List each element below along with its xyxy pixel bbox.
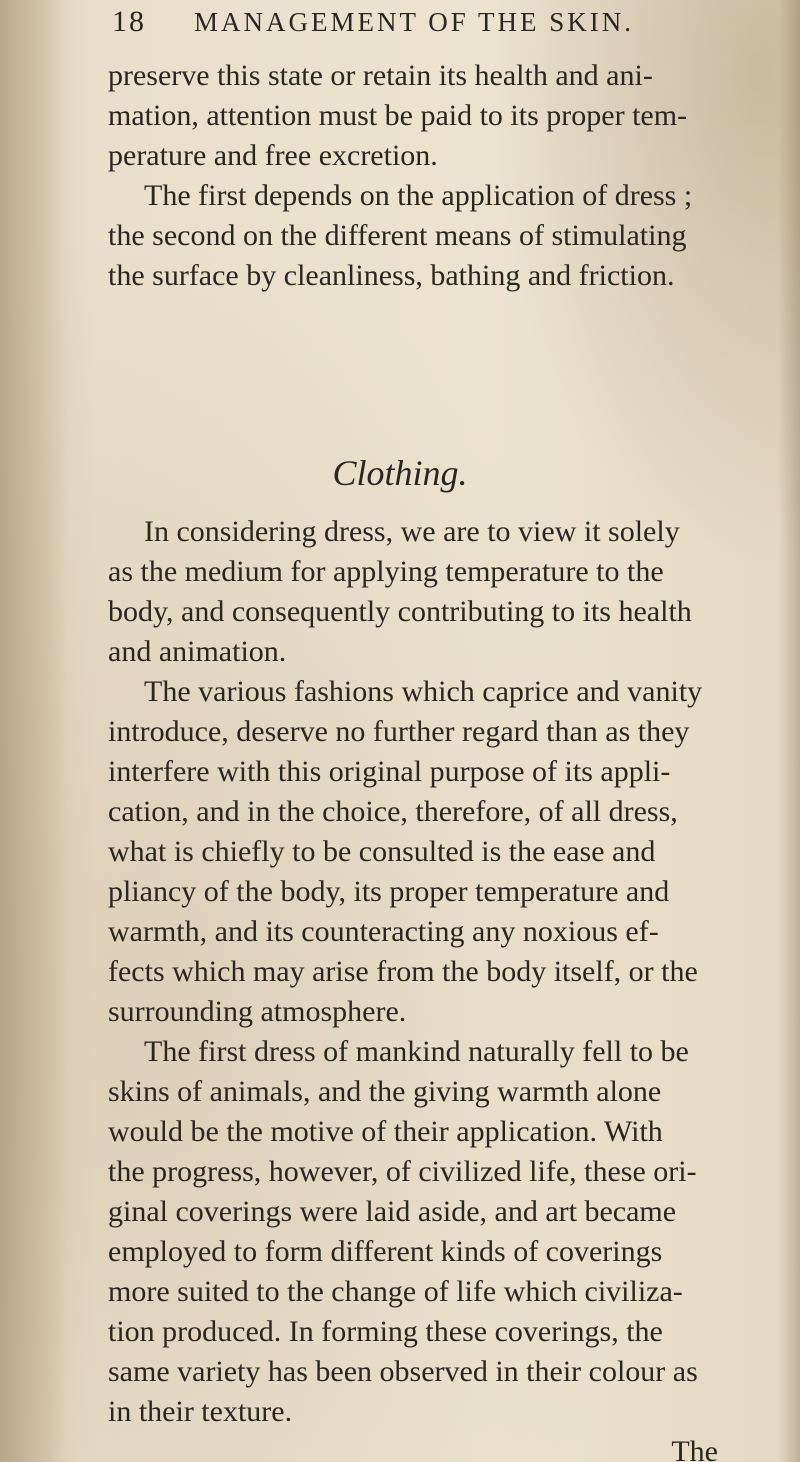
text-line: as the medium for applying temperature to the — [108, 555, 664, 588]
catchword: The — [671, 1435, 718, 1462]
text-line: fects which may arise from the body itself, or the — [108, 955, 698, 988]
text-line: In considering dress, we are to view it solely — [144, 515, 680, 548]
text-line: employed to form different kinds of coverings — [108, 1235, 663, 1268]
running-head: MANAGEMENT OF THE SKIN. — [194, 6, 635, 37]
text-line: body, and consequently contributing to its health — [108, 595, 692, 628]
text-line: preserve this state or retain its health and ani- — [108, 59, 653, 92]
text-line: same variety has been observed in their colour as — [108, 1355, 698, 1388]
paragraph-clothing — [108, 512, 768, 1462]
paragraph-skin-health — [108, 56, 768, 296]
text-line: The various fashions which caprice and vanity — [144, 675, 703, 708]
text-line: ginal coverings were laid aside, and art became — [108, 1195, 677, 1228]
text-line: and animation. — [108, 635, 287, 668]
page-gutter-shadow — [0, 0, 70, 1462]
text-line: perature and free excretion. — [108, 139, 438, 172]
text-line: The first depends on the application of dress ; — [144, 179, 693, 212]
text-line: the second on the different means of stimulating — [108, 219, 687, 252]
text-line: more suited to the change of life which civiliza- — [108, 1275, 683, 1308]
text-line: the surface by cleanliness, bathing and friction. — [108, 259, 675, 292]
text-line: what is chiefly to be consulted is the ease and — [108, 835, 656, 868]
text-line: tion produced. In forming these coverings, the — [108, 1315, 663, 1348]
page-number: 18 — [112, 5, 146, 38]
text-line: skins of animals, and the giving warmth alone — [108, 1075, 662, 1108]
text-line: the progress, however, of civilized life, these ori- — [108, 1155, 697, 1188]
text-line: in their texture. — [108, 1395, 293, 1428]
text-line: cation, and in the choice, therefore, of all dress, — [108, 795, 678, 828]
text-line: introduce, deserve no further regard than as they — [108, 715, 690, 748]
page-edge-shadow — [778, 0, 800, 1462]
text-line: surrounding atmosphere. — [108, 995, 407, 1028]
page-header — [112, 2, 712, 42]
text-line: interfere with this original purpose of its appli- — [108, 755, 671, 788]
text-line: The first dress of mankind naturally fell to be — [144, 1035, 689, 1068]
text-line: pliancy of the body, its proper temperature and — [108, 875, 670, 908]
text-line: warmth, and its counteracting any noxious ef- — [108, 915, 659, 948]
text-line: mation, attention must be paid to its proper tem- — [108, 99, 688, 132]
section-heading: Clothing. — [332, 453, 468, 493]
text-line: would be the motive of their application. With — [108, 1115, 663, 1148]
